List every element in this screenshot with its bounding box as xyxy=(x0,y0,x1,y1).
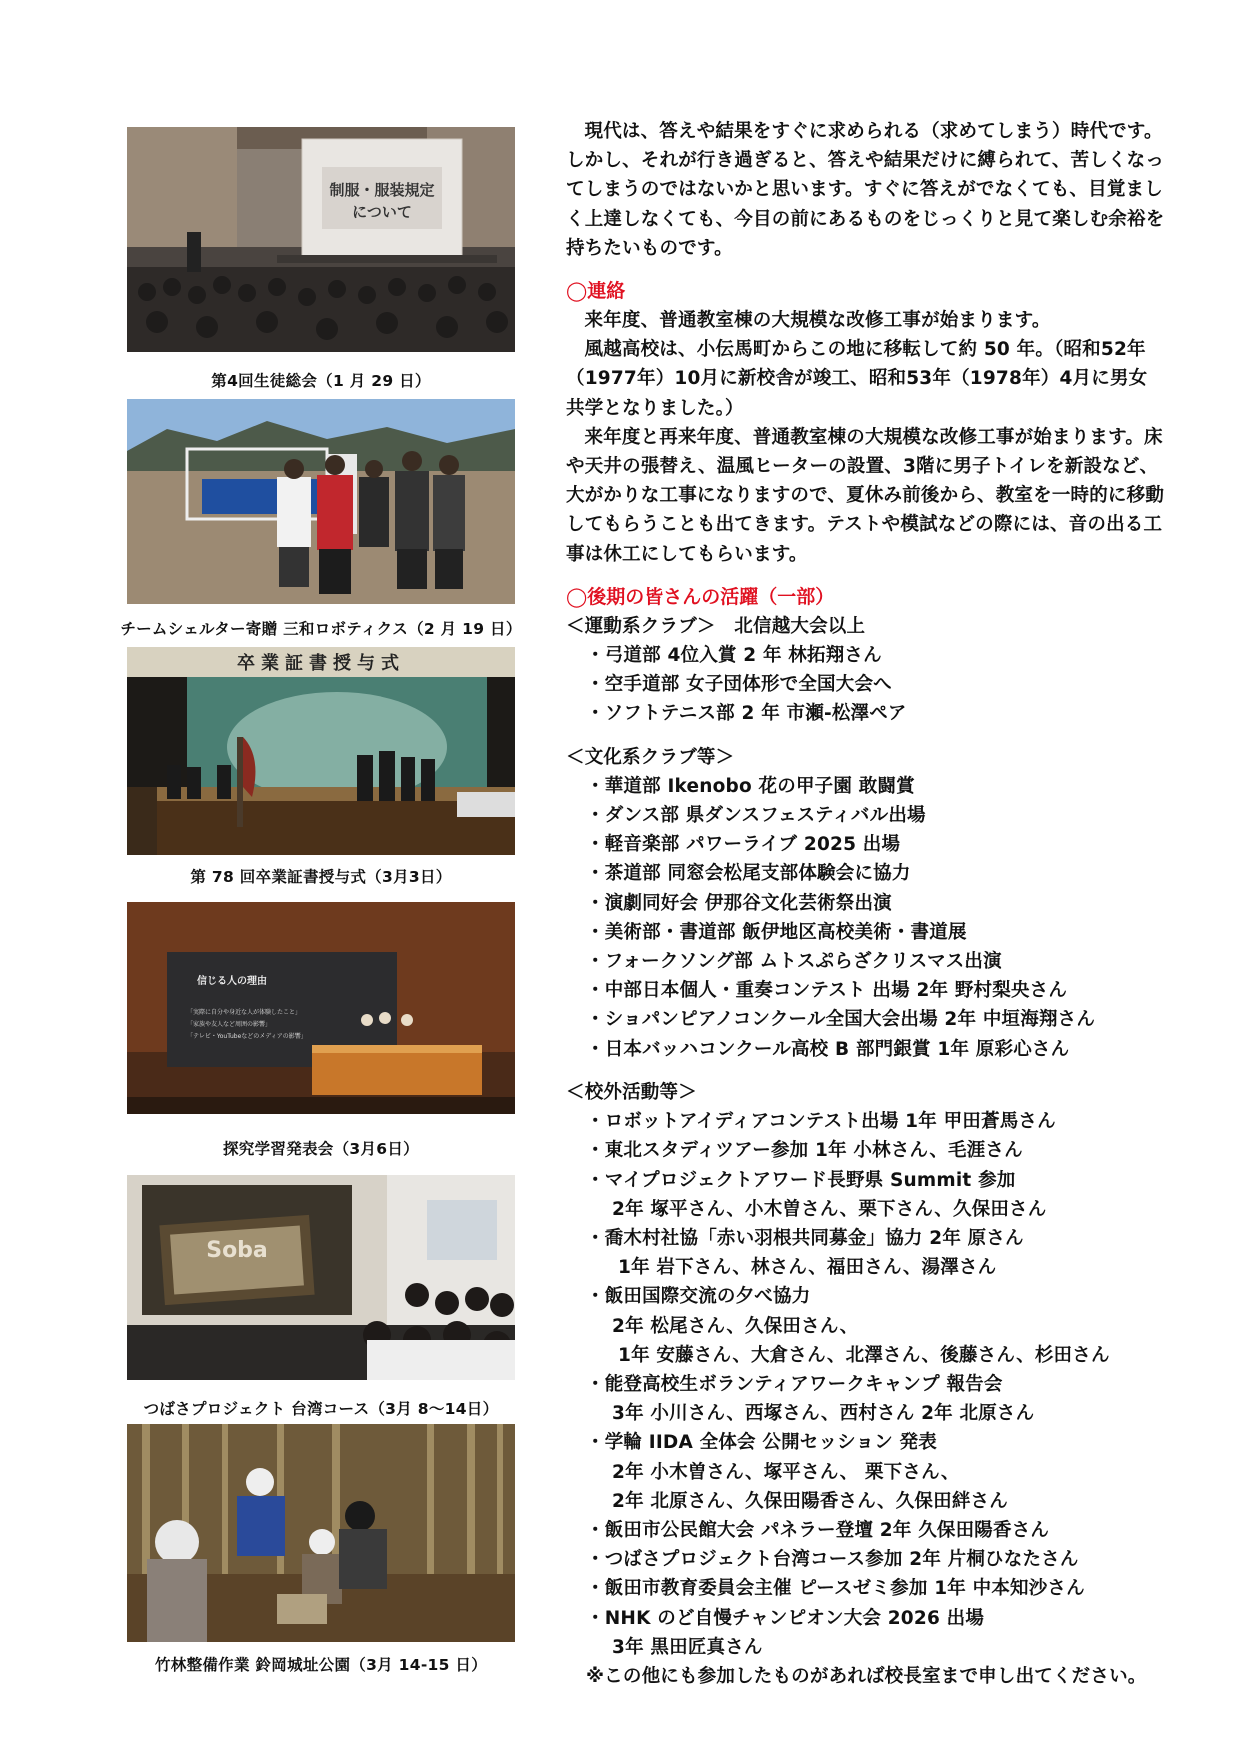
slide-word: Soba xyxy=(206,1238,268,1263)
culture-header: ＜文化系クラブ等＞ xyxy=(566,746,735,768)
activity-item: ・ソフトテニス部 2 年 市瀬-松澤ペア xyxy=(586,703,907,725)
activity-item: ・つばさプロジェクト台湾コース参加 2年 片桐ひなたさん xyxy=(586,1549,1079,1571)
photo-team-shelter xyxy=(127,399,515,604)
caption-research-presentation: 探究学習発表会（3月6日） xyxy=(223,1140,419,1158)
photo-bamboo-grove xyxy=(127,1424,515,1642)
outside-activities-list xyxy=(566,1107,1166,1691)
activity-item: 1年 岩下さん、林さん、福田さん、湯澤さん xyxy=(618,1257,997,1279)
activity-item: 2年 小木曽さん、塚平さん、 栗下さん、 xyxy=(612,1461,960,1483)
activities-heading: ◯後期の皆さんの活躍（一部） xyxy=(566,585,835,608)
caption-taiwan-course: つばさプロジェクト 台湾コース（3月 8～14日） xyxy=(143,1400,499,1418)
activity-item: ・弓道部 4位入賞 2 年 林拓翔さん xyxy=(586,645,882,667)
text-column xyxy=(566,117,1166,1691)
activity-item: ・飯田国際交流の夕べ協力 xyxy=(586,1286,811,1308)
activity-item: 2年 塚平さん、小木曽さん、栗下さん、久保田さん xyxy=(612,1198,1047,1220)
activity-item: 3年 小川さん、西塚さん、西村さん 2年 北原さん xyxy=(612,1403,1035,1425)
activity-item: ・空手道部 女子団体形で全国大会へ xyxy=(586,674,892,696)
activity-item: ・東北スタディツアー参加 1年 小林さん、毛涯さん xyxy=(586,1140,1023,1162)
screen-title-line2: について xyxy=(352,203,412,221)
activity-item: ・喬木村社協「赤い羽根共同募金」協力 2年 原さん xyxy=(586,1227,1024,1249)
activity-item: ・ショパンピアノコンクール全国大会出場 2年 中垣海翔さん xyxy=(586,1009,1096,1031)
photo-graduation xyxy=(127,647,515,855)
intro-paragraph: 現代は、答えや結果をすぐに求められる（求めてしまう）時代です。しかし、それが行き過ぎると、答えや結果だけに縛られて、苦しくなってしまうのではないかと思います。すぐに答えがでなくても、目覚ましく上達しなくても、今目の前にあるものをじっくりと見て楽しむ余裕を持ちたいものです。 xyxy=(566,121,1165,259)
notice-paragraph: 来年度と再来年度、普通教室棟の大規模な改修工事が始まります。床や天井の張替え、温風ヒーターの設置、3階に男子トイレを新設など、大がかりな工事になりますので、夏休み前後から、教室を一時的に移動してもらうことも出てきます。テストや模試などの際には、音の出る工事は休工にしてもらいます。 xyxy=(566,426,1165,565)
activity-item: 2年 北原さん、久保田陽香さん、久保田絆さん xyxy=(612,1490,1008,1512)
activity-item: ・学輪 IIDA 全体会 公開セッション 発表 xyxy=(586,1432,937,1454)
outside-header: ＜校外活動等＞ xyxy=(566,1081,697,1103)
screen-title-line1: 制服・服装規定 xyxy=(329,181,435,199)
photo-taiwan-course xyxy=(127,1175,515,1380)
activity-item: ※この他にも参加したものがあれば校長室まで申し出てください。 xyxy=(586,1665,1147,1687)
activity-item: ・美術部・書道部 飯伊地区高校美術・書道展 xyxy=(586,921,967,943)
notice-heading: ◯連絡 xyxy=(566,280,626,303)
activity-item: ・マイプロジェクトアワード長野県 Summit 参加 xyxy=(586,1169,1016,1191)
slide-item: 「実際に自分や身近な人が体験したこと」 xyxy=(187,1009,302,1016)
activity-item: ・飯田市教育委員会主催 ピースゼミ参加 1年 中本知沙さん xyxy=(586,1578,1085,1600)
activity-item: 1年 安藤さん、大倉さん、北澤さん、後藤さん、杉田さん xyxy=(618,1344,1110,1366)
activity-item: ・演劇同好会 伊那谷文化芸術祭出演 xyxy=(586,892,892,914)
activity-item: 3年 黒田匠真さん xyxy=(612,1636,763,1658)
notice-paragraph: 来年度、普通教室棟の大規模な改修工事が始まります。 xyxy=(584,310,1051,332)
activity-item: ・能登高校生ボランティアワークキャンプ 報告会 xyxy=(586,1373,1003,1395)
activity-item: ・日本バッハコンクール高校 B 部門銀賞 1年 原彩心さん xyxy=(586,1038,1070,1060)
slide-item: 「家族や友人など周囲の影響」 xyxy=(187,1021,272,1028)
activity-item: ・軽音楽部 パワーライブ 2025 出場 xyxy=(586,834,901,856)
photo-student-assembly xyxy=(127,127,515,352)
slide-title: 信じる人の理由 xyxy=(197,976,267,987)
slide-item: 「テレビ・YouTubeなどのメディアの影響」 xyxy=(187,1033,307,1040)
activity-item: ・ロボットアイディアコンテスト出場 1年 甲田蒼馬さん xyxy=(586,1111,1056,1133)
caption-graduation: 第 78 回卒業証書授与式（3月3日） xyxy=(190,868,452,886)
activity-item: ・飯田市公民館大会 パネラー登壇 2年 久保田陽香さん xyxy=(586,1519,1050,1541)
caption-team-shelter: チームシェルター寄贈 三和ロボティクス（2 月 19 日） xyxy=(120,620,522,638)
activity-item: ・華道部 Ikenobo 花の甲子園 敢闘賞 xyxy=(586,775,915,797)
activity-item: ・茶道部 同窓会松尾支部体験会に協力 xyxy=(586,863,911,885)
activity-item: 2年 松尾さん、久保田さん、 xyxy=(612,1315,859,1337)
caption-student-assembly: 第4回生徒総会（1 月 29 日） xyxy=(211,372,431,390)
sports-header: ＜運動系クラブ＞ 北信越大会以上 xyxy=(566,615,866,637)
activity-item: ・中部日本個人・重奏コンテスト 出場 2年 野村梨央さん xyxy=(586,980,1068,1002)
notice-paragraph: 風越高校は、小伝馬町からこの地に移転して約 50 年。（昭和52年（1977年）10月に新校舎が竣工、昭和53年（1978年）4月に男女共学となりました。） xyxy=(566,339,1148,419)
activity-item: ・NHK のど自慢チャンピオン大会 2026 出場 xyxy=(586,1607,985,1629)
activity-item: ・ダンス部 県ダンスフェスティバル出場 xyxy=(586,805,926,827)
caption-bamboo-grove: 竹林整備作業 鈴岡城址公園（3月 14-15 日） xyxy=(154,1656,488,1674)
ceremony-banner: 卒業証書授与式 xyxy=(237,653,405,674)
activity-item: ・フォークソング部 ムトスぷらざクリスマス出演 xyxy=(586,951,1002,973)
photo-research-presentation xyxy=(127,902,515,1114)
